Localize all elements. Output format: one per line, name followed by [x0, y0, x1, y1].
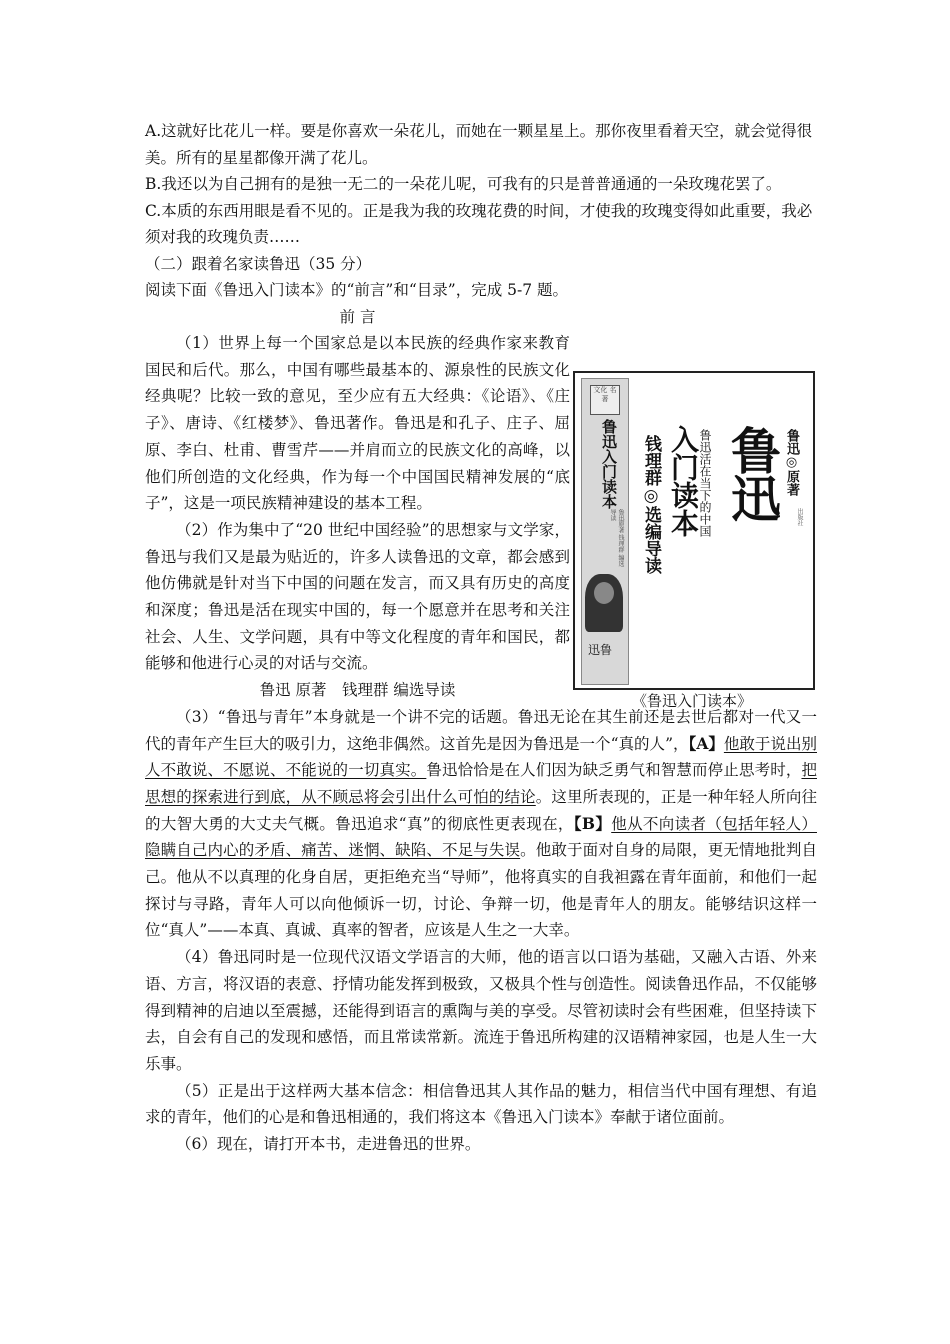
- option-c: C.本质的东西用眼是看不见的。正是我为我的玫瑰花费的时间，才使我的玫瑰变得如此重要，我必须对我的玫瑰负责……: [145, 201, 813, 246]
- cover-intro-title: 入门读本: [667, 425, 700, 537]
- cover-main-title: 鲁迅: [723, 425, 782, 521]
- option-a: A.这就好比花儿一样。要是你喜欢一朵花儿，而她在一颗星星上。那你夜里看着天空，就会觉得很美。所有的星星都像开满了花儿。: [145, 122, 813, 167]
- preface-title: 前 言: [339, 307, 376, 326]
- section-title: （二）跟着名家读鲁迅（35 分）: [145, 254, 372, 273]
- paragraph-5: （5）正是出于这样两大基本信念：相信鲁迅其人其作品的魅力，相信当代中国有理想、有追求的青年，他们的心是和鲁迅相通的，我们将这本《鲁迅入门读本》奉献于诸位面前。: [145, 1081, 817, 1127]
- paragraph-1: （1）世界上每一个国家总是以本民族的经典作家来教育国民和后代。那么，中国有哪些最基本的、源泉性的民族文化经典呢？比较一致的意见，至少应有五大经典：《论语》、《庄子》、唐诗、《红楼梦》、鲁迅著作。鲁迅是和孔子、庄子、屈原、李白、杜甫、曹雪芹——并肩而立的民族文化的高峰，以他们所创造的文化经典，作为每一个中国国民精神发展的“底子”，这是一项民族精神建设的基本工程。: [145, 334, 570, 513]
- p3-text-d: 。他敢于面对自身的局限，更无情地批判自己。他从不以真理的化身自居，更拒绝充当“导师”，他将真实的自我袒露在青年面前，和他们一起探讨与寻路，青年人可以向他倾诉一切，讨论、争辩一切，他是青年人的朋友。能够结识这样一位“真人”——本真、真诚、真率的智者，应该是人生之一大幸。: [145, 841, 817, 940]
- p3-text-b: 鲁迅恰恰是在人们因为缺乏勇气和智慧而停止思考时，: [426, 761, 802, 780]
- marker-a: 【A】: [688, 733, 724, 753]
- book-cover: [573, 371, 815, 690]
- paragraph-3: [145, 704, 817, 944]
- book-spine: [581, 378, 629, 685]
- spine-tag: 文化 名著: [590, 385, 620, 415]
- underline-a: 他敢于说出别人不敢说、不愿说、不能说的一切真实。: [145, 734, 817, 780]
- marker-b: 【B】: [573, 813, 612, 833]
- p3-text-a: （3）“鲁迅与青年”本身就是一个讲不完的话题。鲁迅无论在其生前还是去世后都对一代又一代的青年产生巨大的吸引力，这绝非偶然。这首先是因为鲁迅是一个“真的人”，: [145, 707, 817, 753]
- option-b: B.我还以为自己拥有的是独一无二的一朵花儿呢，可我有的只是普普通通的一朵玫瑰花罢了。: [145, 175, 782, 193]
- cover-subtitle: 鲁迅活在当下的中国: [698, 429, 712, 537]
- underline-b: 他从不向读者（包括年轻人）隐瞒自己内心的矛盾、痛苦、迷惘、缺陷、不足与失误: [145, 814, 817, 860]
- byline: 鲁迅 原著 钱理群 编选导读: [259, 681, 456, 700]
- cover-author: 鲁迅◎原著: [784, 429, 799, 496]
- spine-subtext: 鲁迅原著 钱理群 编选导读: [609, 509, 624, 567]
- figure-caption: 《鲁迅入门读本》: [631, 692, 752, 710]
- paragraph-6: （6）现在，请打开本书，走进鲁迅的世界。: [176, 1135, 481, 1154]
- section-instruction: 阅读下面《鲁迅入门读本》的“前言”和“目录”，完成 5-7 题。: [145, 281, 569, 299]
- spine-signature: 迅鲁: [588, 643, 613, 657]
- cover-publisher: 出版社: [796, 508, 803, 526]
- paragraph-2: （2）作为集中了“20 世纪中国经验”的思想家与文学家，鲁迅与我们又是最为贴近的，许多人读鲁迅的文章，都会感到他仿佛就是针对当下中国的问题在发言，而又具有历史的高度和深度；鲁迅是活在现实中国的，每一个愿意并在思考和关注社会、人生、文学问题，具有中等文化程度的青年和国民，都能够和他进行心灵的对话与交流。: [145, 520, 570, 673]
- portrait-image: [585, 574, 623, 632]
- p3-text-c: 。这里所表现的，正是一种年轻人所向往的大智大勇的大丈夫气概。鲁迅追求“真”的彻底性更表现在，: [145, 787, 817, 833]
- cover-editor: 钱理群◎选编导读: [641, 435, 661, 574]
- spine-title: 鲁迅入门读本: [600, 419, 618, 509]
- underline-2: 把思想的探索进行到底，从不顾忌将会引出什么可怕的结论: [145, 761, 817, 806]
- paragraph-4: （4）鲁迅同时是一位现代汉语文学语言的大师，他的语言以口语为基础，又融入古语、外来语、方言，将汉语的表意、抒情功能发挥到极致，又极具个性与创造性。阅读鲁迅作品，不仅能够得到精神的启迪以至震撼，还能得到语言的熏陶与美的享受。尽管初读时会有些困难，但坚持读下去，自会有自己的发现和感悟，而且常读常新。流连于鲁迅所构建的汉语精神家园，也是人生一大乐事。: [145, 948, 817, 1073]
